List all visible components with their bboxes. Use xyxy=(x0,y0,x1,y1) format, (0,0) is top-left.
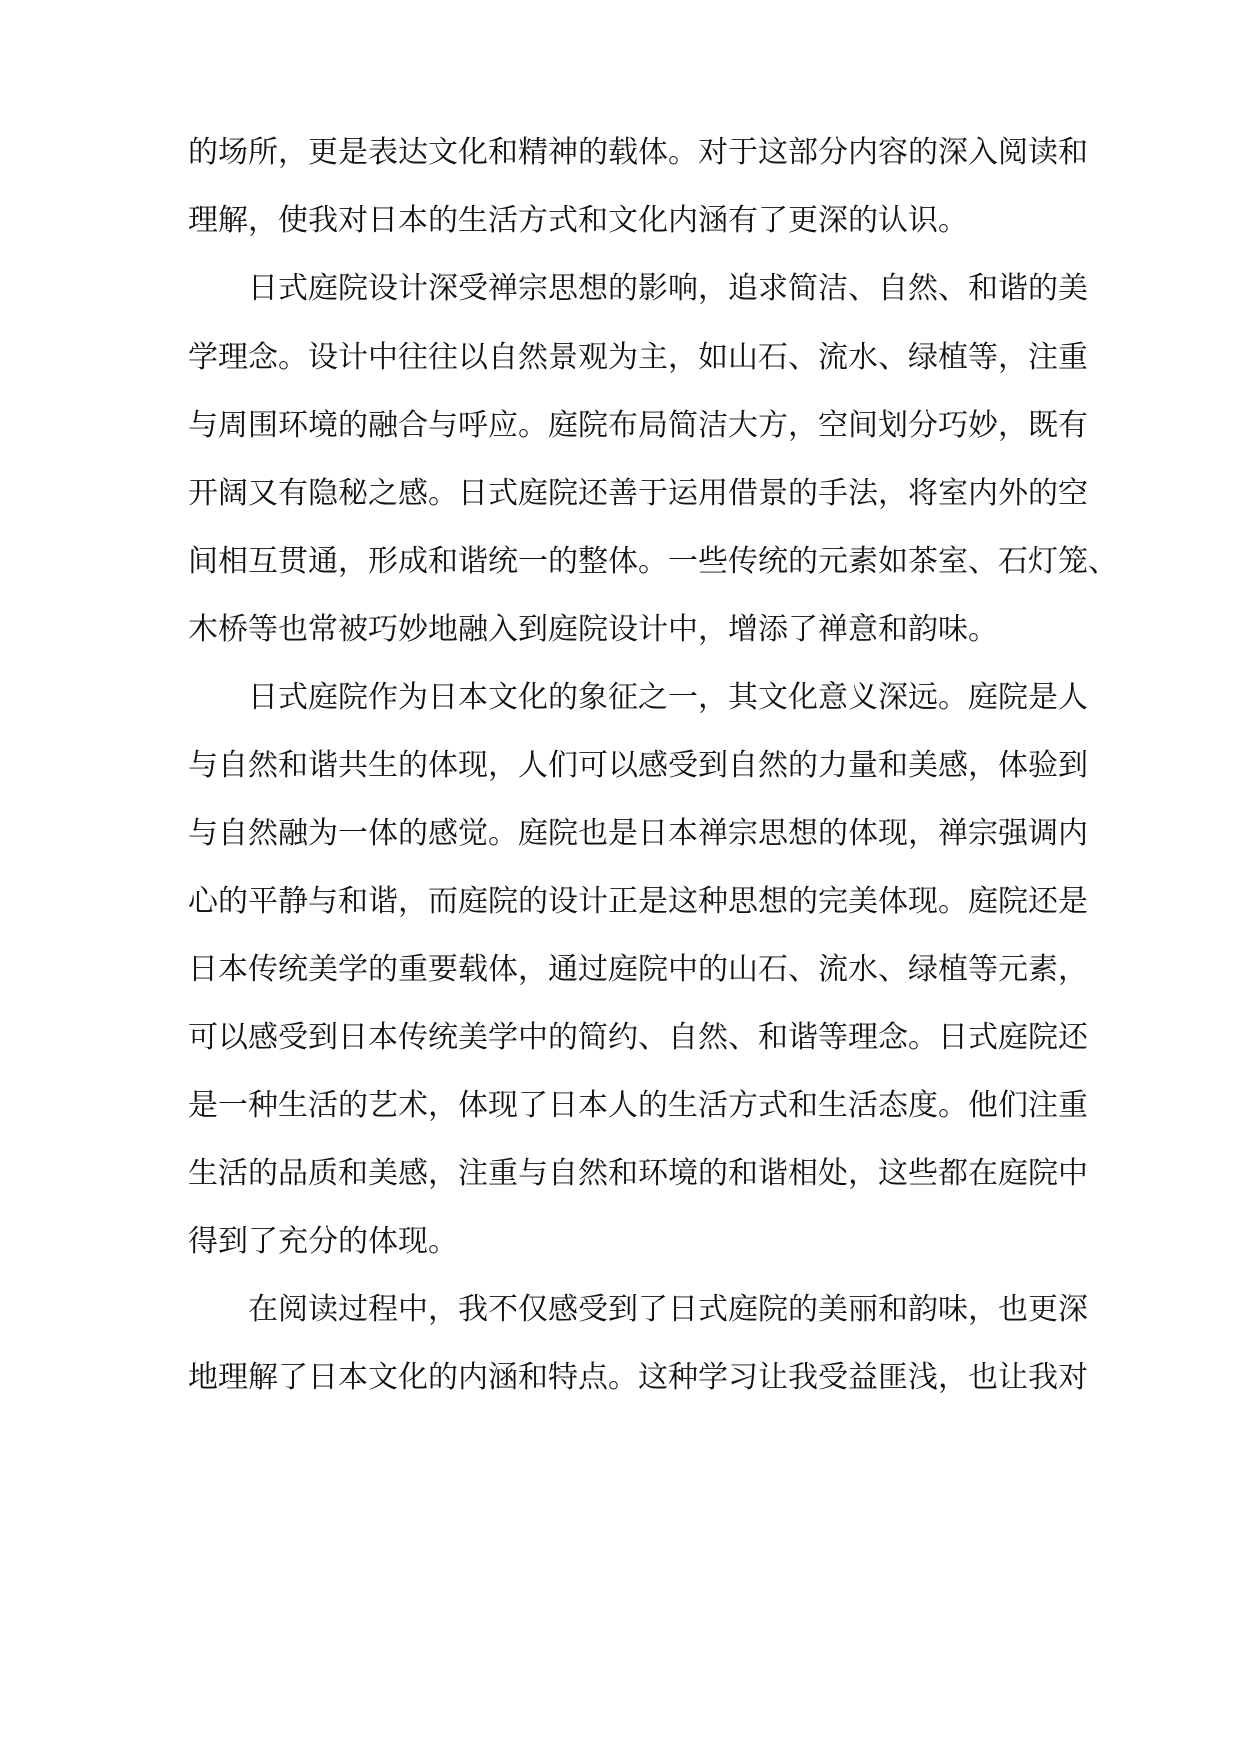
paragraph-first-line: 日式庭院设计深受禅宗思想的影响，追求简洁、自然、和谐的美 xyxy=(248,271,1088,306)
text-line: 与周围环境的融合与呼应。庭院布局简洁大方，空间划分巧妙，既有 xyxy=(188,408,1088,443)
text-line: 学理念。设计中往往以自然景观为主，如山石、流水、绿植等，注重 xyxy=(188,340,1088,375)
text-line: 间相互贯通，形成和谐统一的整体。一些传统的元素如茶室、石灯笼、 xyxy=(188,544,1118,579)
text-line: 得到了充分的体现。 xyxy=(188,1224,458,1259)
text-line: 是一种生活的艺术，体现了日本人的生活方式和生活态度。他们注重 xyxy=(188,1088,1088,1123)
text-line: 木桥等也常被巧妙地融入到庭院设计中，增添了禅意和韵味。 xyxy=(188,612,998,647)
text-line: 与自然和谐共生的体现，人们可以感受到自然的力量和美感，体验到 xyxy=(188,748,1088,783)
text-line: 可以感受到日本传统美学中的简约、自然、和谐等理念。日式庭院还 xyxy=(188,1020,1088,1055)
paragraph-first-line: 在阅读过程中，我不仅感受到了日式庭院的美丽和韵味，也更深 xyxy=(248,1292,1088,1327)
text-line: 地理解了日本文化的内涵和特点。这种学习让我受益匪浅，也让我对 xyxy=(188,1360,1088,1395)
text-line: 开阔又有隐秘之感。日式庭院还善于运用借景的手法，将室内外的空 xyxy=(188,476,1088,511)
text-line: 心的平静与和谐，而庭院的设计正是这种思想的完美体现。庭院还是 xyxy=(188,884,1088,919)
text-line: 的场所，更是表达文化和精神的载体。对于这部分内容的深入阅读和 xyxy=(188,135,1088,170)
paragraph-first-line: 日式庭院作为日本文化的象征之一，其文化意义深远。庭院是人 xyxy=(248,680,1088,715)
text-line: 日本传统美学的重要载体，通过庭院中的山石、流水、绿植等元素， xyxy=(188,952,1088,987)
text-line: 理解，使我对日本的生活方式和文化内涵有了更深的认识。 xyxy=(188,203,968,238)
text-line: 生活的品质和美感，注重与自然和环境的和谐相处，这些都在庭院中 xyxy=(188,1156,1088,1191)
text-line: 与自然融为一体的感觉。庭院也是日本禅宗思想的体现，禅宗强调内 xyxy=(188,816,1088,851)
